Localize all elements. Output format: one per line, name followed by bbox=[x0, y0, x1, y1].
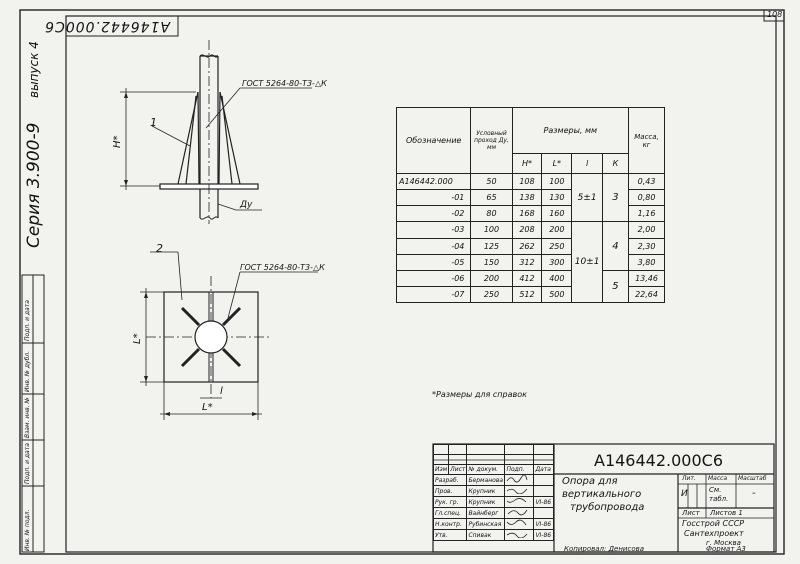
cell-mass: 13,46 bbox=[629, 270, 665, 286]
cell-mass: 22,64 bbox=[629, 286, 665, 302]
format-label: Формат А3 bbox=[706, 545, 746, 553]
callout-2: 2 bbox=[156, 242, 163, 255]
cell-mass: 0,43 bbox=[629, 174, 665, 190]
signer-role: Пров. bbox=[434, 486, 467, 497]
cell-mass: 0,80 bbox=[629, 190, 665, 206]
sheets-label: Листов 1 bbox=[710, 509, 743, 517]
series-label: Серия 3.900-9 bbox=[24, 122, 44, 248]
cell-bore: 150 bbox=[471, 254, 512, 270]
signer-signature bbox=[505, 530, 534, 541]
side-stamp-5: Подп. и дата bbox=[24, 300, 31, 341]
cell-bore: 200 bbox=[471, 270, 512, 286]
signature-grid bbox=[433, 444, 554, 541]
cell-l-group-1: 5±1 bbox=[572, 174, 603, 222]
dim-dy: Ду bbox=[240, 200, 253, 210]
cell-mass: 1,16 bbox=[629, 206, 665, 222]
cell-bore: 50 bbox=[471, 174, 512, 190]
signer-signature bbox=[505, 519, 534, 530]
page-number: 108 bbox=[767, 10, 783, 19]
signer-date bbox=[534, 475, 554, 486]
table-row bbox=[397, 270, 665, 286]
cell-l-group-2: 10±1 bbox=[572, 222, 603, 303]
th-designation: Обозначение bbox=[397, 108, 471, 174]
table-row bbox=[397, 222, 665, 238]
table-row bbox=[397, 174, 665, 190]
dim-l-small: l bbox=[220, 386, 223, 397]
cell-designation: -02 bbox=[397, 206, 471, 222]
cell-k-group-1: 3 bbox=[602, 174, 628, 222]
signer-name: Крупник bbox=[467, 497, 505, 508]
hdr-date: Дата bbox=[534, 465, 554, 475]
signer-row bbox=[434, 519, 554, 530]
signer-name: Спивак bbox=[467, 530, 505, 541]
lit-value: И bbox=[681, 489, 688, 499]
signer-role: Гл.спец. bbox=[434, 508, 467, 519]
signer-date: VI-86 bbox=[534, 519, 554, 530]
cell-mass: 3,80 bbox=[629, 254, 665, 270]
cell-L: 130 bbox=[542, 190, 572, 206]
signer-role: Н.контр. bbox=[434, 519, 467, 530]
cell-mass: 2,30 bbox=[629, 238, 665, 254]
signer-date: VI-86 bbox=[534, 497, 554, 508]
hdr-izm: Изм bbox=[435, 466, 448, 473]
dim-l-star-horizontal: L* bbox=[202, 402, 213, 413]
signer-row bbox=[434, 486, 554, 497]
cell-L: 160 bbox=[542, 206, 572, 222]
cell-h: 262 bbox=[512, 238, 542, 254]
weld-note-2: ГОСТ 5264-80-Т3-△К bbox=[240, 263, 325, 272]
title-line-1: Опора для bbox=[562, 476, 618, 487]
signer-name: Берманова bbox=[468, 476, 504, 484]
cell-h: 208 bbox=[512, 222, 542, 238]
title-block-code: А146442.000С6 bbox=[594, 451, 723, 470]
issue-label: выпуск 4 bbox=[27, 41, 41, 98]
side-stamp-3: Взам. инв. № bbox=[24, 397, 31, 438]
cell-L: 200 bbox=[542, 222, 572, 238]
org-line-2: Сантехпроект bbox=[684, 529, 744, 538]
cell-designation: -07 bbox=[397, 286, 471, 302]
title-line-3: трубопровода bbox=[570, 502, 645, 513]
signer-date bbox=[534, 508, 554, 519]
cell-h: 312 bbox=[512, 254, 542, 270]
callout-1: 1 bbox=[150, 116, 157, 129]
signer-signature bbox=[505, 486, 534, 497]
hdr-list: Лист bbox=[450, 466, 466, 473]
mass-value: См. табл. bbox=[709, 486, 729, 503]
cell-L: 250 bbox=[542, 238, 572, 254]
cell-h: 108 bbox=[512, 174, 542, 190]
signer-row bbox=[434, 530, 554, 541]
cell-k-group-2: 4 bbox=[602, 222, 628, 270]
signer-signature bbox=[505, 508, 534, 519]
signer-name: Вайнберг bbox=[467, 508, 505, 519]
th-mass: Масса, кг bbox=[629, 108, 665, 174]
signer-signature bbox=[505, 497, 534, 508]
th-k: К bbox=[602, 154, 628, 174]
signer-name: Крупник bbox=[467, 486, 505, 497]
signer-row bbox=[434, 475, 554, 486]
cell-designation: А146442.000 bbox=[397, 174, 471, 190]
cell-L: 100 bbox=[542, 174, 572, 190]
cell-bore: 100 bbox=[471, 222, 512, 238]
cell-designation: -03 bbox=[397, 222, 471, 238]
mass-label: Масса bbox=[708, 475, 728, 482]
signer-role: Утв. bbox=[434, 530, 467, 541]
scale-value: - bbox=[752, 488, 756, 499]
cell-h: 168 bbox=[512, 206, 542, 222]
signer-name: Рубинская bbox=[467, 519, 505, 530]
cell-designation: -06 bbox=[397, 270, 471, 286]
dim-l-star-vertical: L* bbox=[132, 333, 143, 344]
signer-row bbox=[434, 508, 554, 519]
cell-designation: -04 bbox=[397, 238, 471, 254]
cell-bore: 80 bbox=[471, 206, 512, 222]
th-h: Н* bbox=[512, 154, 542, 174]
cell-h: 512 bbox=[512, 286, 542, 302]
weld-note-1: ГОСТ 5264-80-Т3-△К bbox=[242, 79, 327, 88]
signer-date bbox=[534, 486, 554, 497]
cell-mass: 2,00 bbox=[629, 222, 665, 238]
cell-designation: -05 bbox=[397, 254, 471, 270]
cell-bore: 125 bbox=[471, 238, 512, 254]
hdr-doc: № докум. bbox=[467, 465, 505, 475]
title-line-2: вертикального bbox=[562, 489, 642, 500]
spec-table bbox=[396, 107, 665, 303]
signer-role: Рук. гр. bbox=[434, 497, 467, 508]
cell-h: 412 bbox=[512, 270, 542, 286]
org-line-3: г. Москва bbox=[706, 539, 741, 547]
th-L: L* bbox=[542, 154, 572, 174]
th-l: l bbox=[572, 154, 603, 174]
dim-h: Н* bbox=[112, 135, 123, 148]
footnote: *Размеры для справок bbox=[432, 390, 527, 399]
lit-label: Лит. bbox=[682, 475, 696, 482]
cell-L: 400 bbox=[542, 270, 572, 286]
scale-label: Масштаб bbox=[738, 475, 767, 482]
side-stamp-1: Инв. № подл. bbox=[24, 509, 31, 551]
signer-date: VI-86 bbox=[534, 530, 554, 541]
cell-bore: 65 bbox=[471, 190, 512, 206]
signer-row bbox=[434, 497, 554, 508]
signer-role: Разраб. bbox=[434, 475, 467, 486]
th-dims: Размеры, мм bbox=[512, 108, 628, 154]
org-line-1: Госстрой СССР bbox=[682, 519, 745, 528]
cell-bore: 250 bbox=[471, 286, 512, 302]
cell-h: 138 bbox=[512, 190, 542, 206]
cell-designation: -01 bbox=[397, 190, 471, 206]
side-stamp-4: Инв. № дубл. bbox=[24, 350, 31, 392]
top-stamp-code: А146442.000С6 bbox=[44, 18, 170, 34]
cell-L: 300 bbox=[542, 254, 572, 270]
th-bore: Условный проход Ду, мм bbox=[471, 108, 512, 174]
signer-signature bbox=[505, 475, 534, 486]
copied-by: Копировал: Денисова bbox=[564, 545, 645, 553]
cell-k-group-3: 5 bbox=[602, 270, 628, 302]
side-stamp-2: Подп. и дата bbox=[24, 443, 31, 484]
cell-L: 500 bbox=[542, 286, 572, 302]
hdr-sign: Подп. bbox=[505, 465, 534, 475]
sheet-label: Лист bbox=[682, 509, 700, 517]
